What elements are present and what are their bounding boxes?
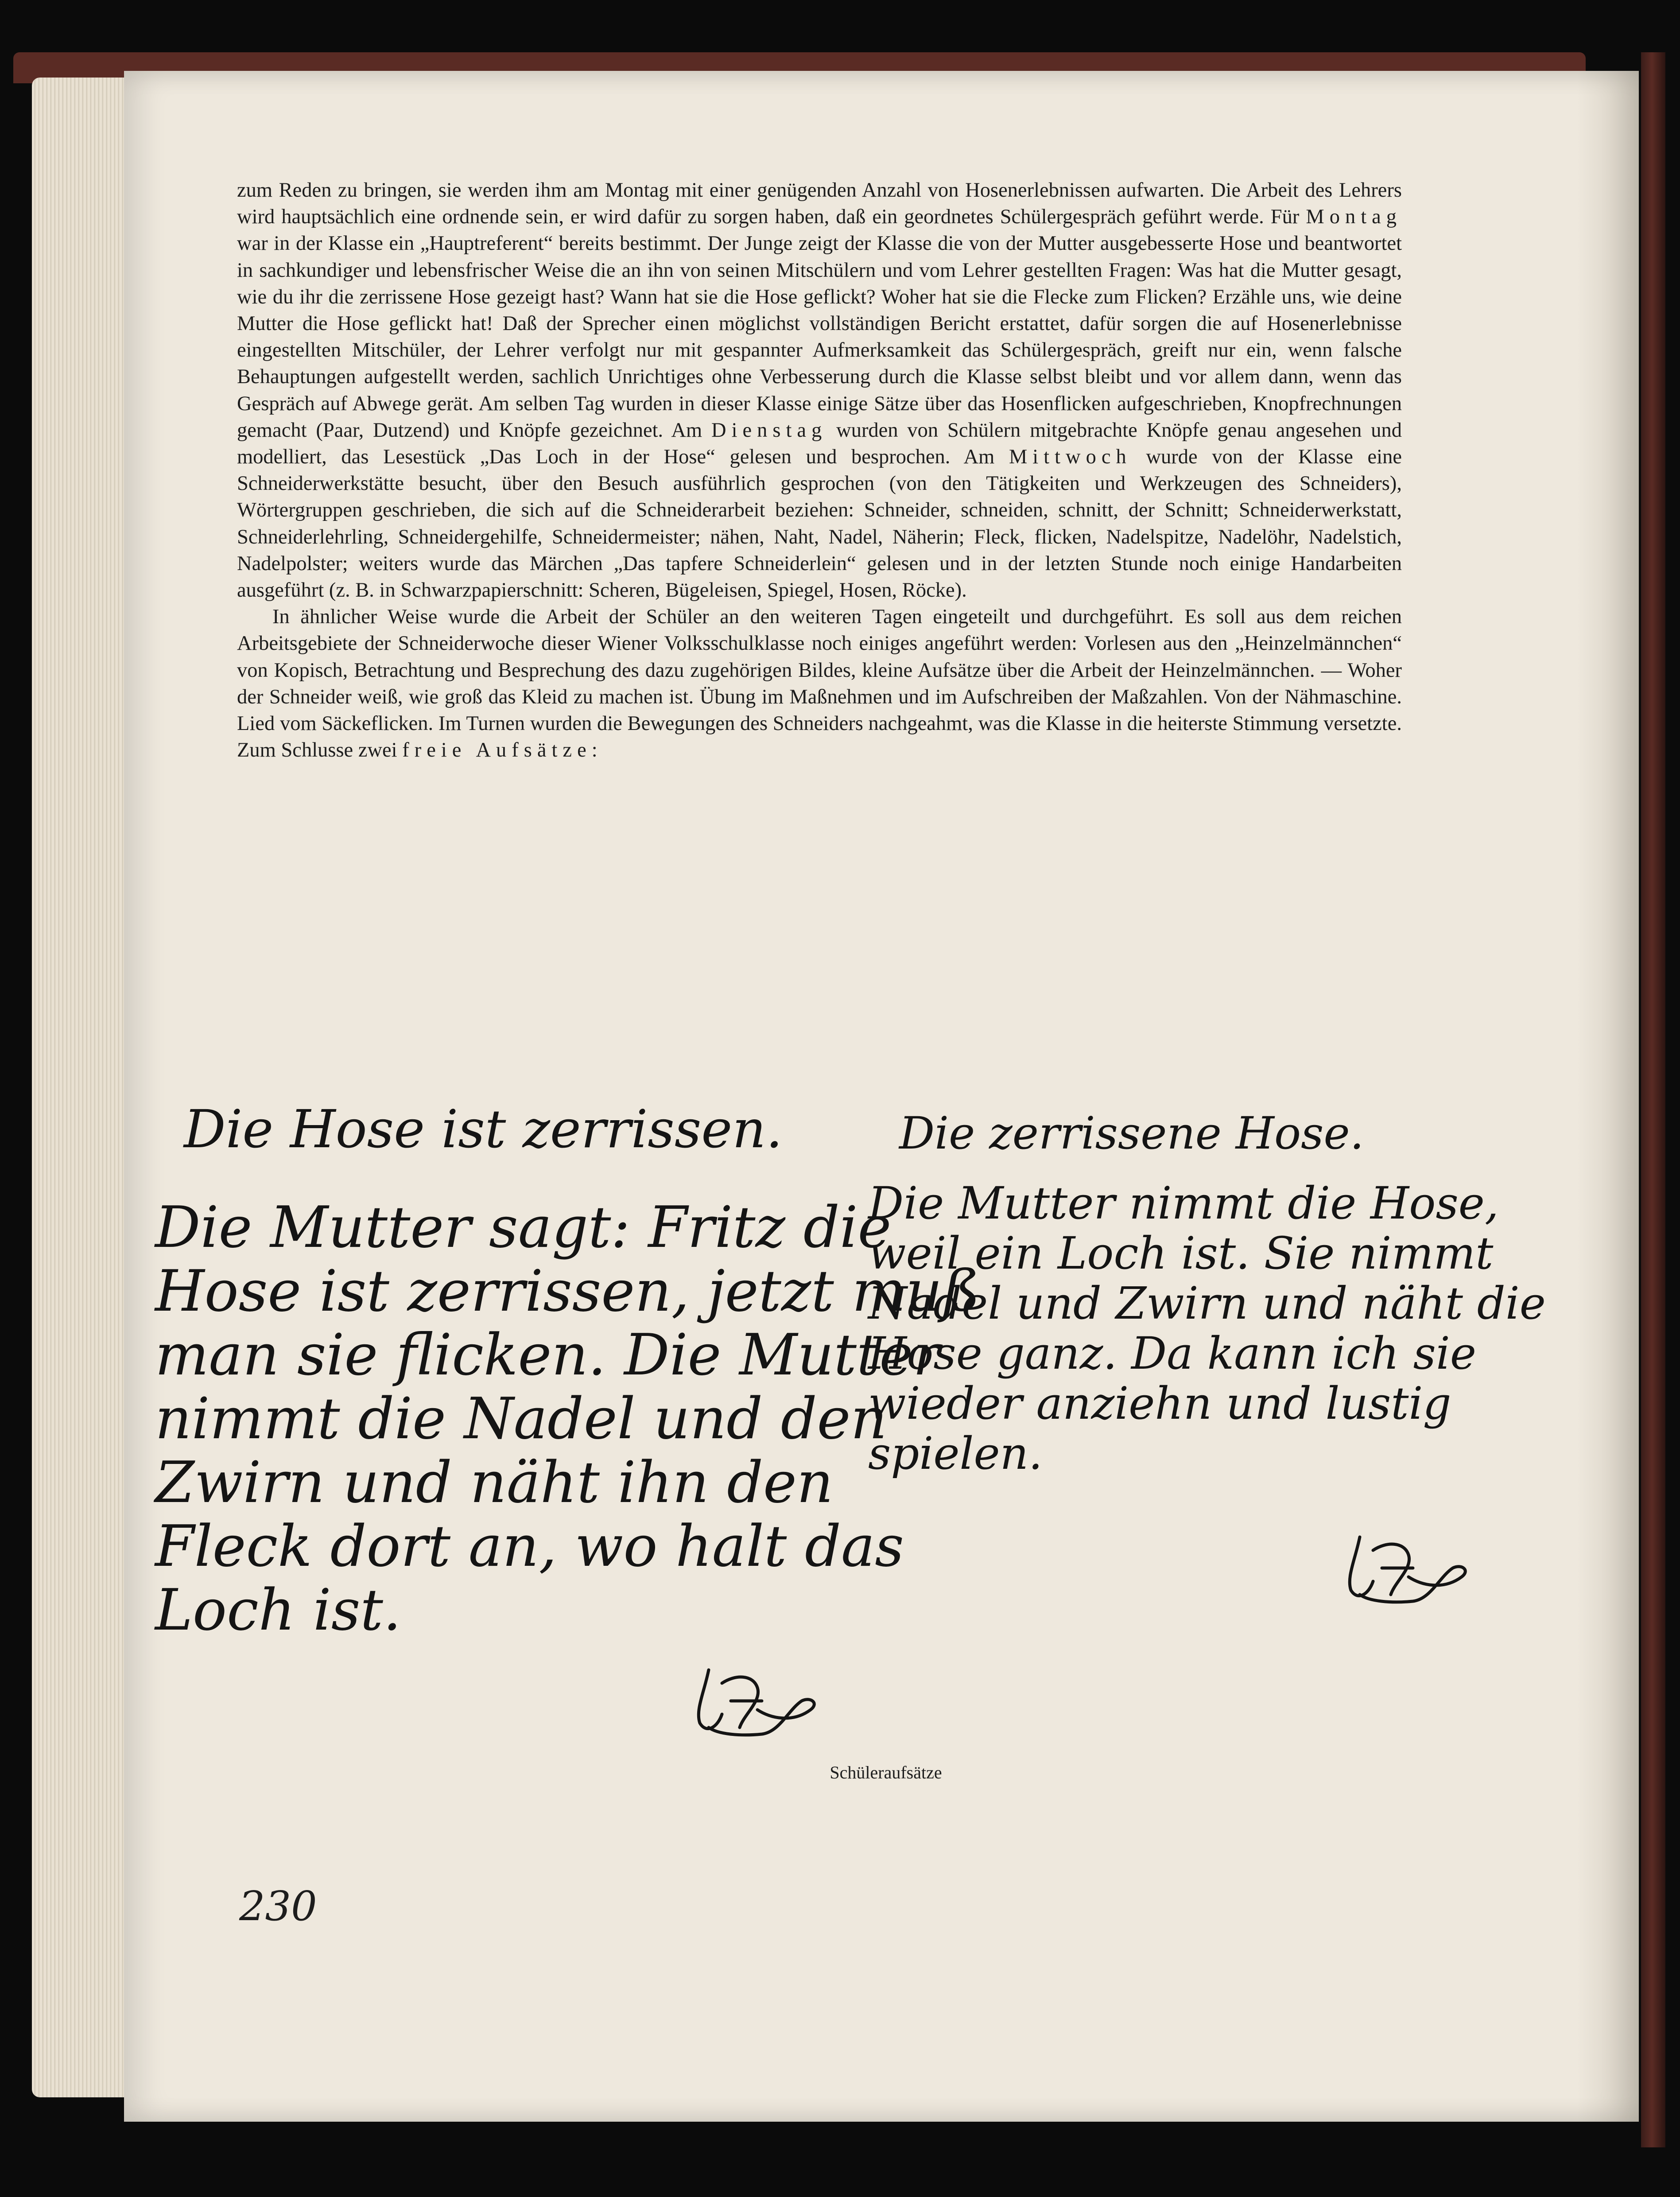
body-paragraph — [237, 604, 1402, 764]
handwritten-line: Hose ist zerrissen, jetzt muß — [155, 1258, 980, 1324]
handwritten-line: nimmt die Nadel und den — [155, 1386, 887, 1452]
handwritten-line: wieder anziehn und lustig — [868, 1378, 1451, 1429]
page-number: 230 — [239, 1883, 317, 1930]
handwritten-line: Loch ist. — [155, 1577, 401, 1643]
page-edges — [32, 78, 138, 2097]
handwritten-line: Hose ganz. Da kann ich sie — [868, 1328, 1477, 1379]
text-segment: war in der Klasse ein „Hauptreferent“ bereits bestimmt. Der Junge zeigt der Klasse die von der Mutter ausgebesserte Hose und beantwortet in sachkundiger und lebensfrischer Weise die an ihn von seinen Mitschülern und vom Lehrer gestellten Fragen: Was hat die Mutter gesagt, wie du ihr die zerrissene Hose gezeigt hast? Wann hat sie die Hose geflickt? Woher hat sie die Flecke zum Flicken? Erzähle uns, wie deine Mutter die Hose geflickt hat! Daß der Sprecher einen möglichst vollständigen Bericht erstattet, dafür sorgen die auf Hosenerlebnisse eingestellten Mitschüler, der Lehrer verfolgt nur mit gespannter Aufmerksamkeit das Schülergespräch, greift nur ein, wenn falsche Behauptungen aufgestellt werden, sachlich Unrichtiges ohne Verbesserung durch die Klasse selbst bleibt und vor allem dann, wenn das Gespräch auf Abwege gerät. Am selben Tag wurden in dieser Klasse einige Sätze über das Hosenflicken aufgeschrieben, Knopfrechnungen gemacht (Paar, Dutzend) und Knöpfe gezeichnet. Am — [237, 232, 1402, 442]
text-segment: wurde von der Klasse eine Schneiderwerkstätte besucht, über den Besuch ausführlich gesprochen (von den Tätigkeiten und Werkzeugen des Schneiders), Wörtergruppen geschrieben, die sich auf die Schneiderarbeit beziehen: Schneider, schneiden, schnitt, der Schnitt; Schneiderwerkstatt, Schneiderlehrling, Schneidergehilfe, Schneidermeister; nähen, Naht, Nadel, Näherin; Fleck, flicken, Nadelspitze, Nadelöhr, Nadelstich, Nadelpolster; weiters wurde das Märchen „Das tapfere Schneiderlein“ gelesen und in der letzten Stunde noch einige Handarbeiten ausgeführt (z. B. in Schwarzpapierschnitt: Scheren, Bügeleisen, Spiegel, Hosen, Röcke). — [237, 446, 1402, 602]
handwritten-line: Zwirn und näht ihn den — [155, 1450, 834, 1516]
teacher-signature-mark-right — [1342, 1524, 1475, 1612]
body-text — [237, 177, 1402, 764]
figure-caption: Schüleraufsätze — [830, 1762, 942, 1782]
handwritten-line: Die Mutter nimmt die Hose, — [868, 1177, 1499, 1229]
emphasis-spaced: Dienstag — [711, 419, 827, 442]
essay-right-body — [868, 1178, 1661, 1479]
text-segment: : — [591, 739, 598, 762]
book-cover-right — [1641, 52, 1665, 2147]
handwritten-line: weil ein Loch ist. Sie nimmt — [868, 1227, 1494, 1279]
handwritten-line: Fleck dort an, wo halt das — [155, 1514, 904, 1580]
body-paragraph — [237, 177, 1402, 604]
essay-right-title: Die zerrissene Hose. — [899, 1107, 1364, 1159]
text-segment: wurden von Schülern mitgebrachte Knöpfe genau angesehen und modelliert, das Lesestück „Das Loch in der Hose“ gelesen und besprochen. Am — [237, 419, 1402, 469]
teacher-signature-mark — [691, 1657, 824, 1745]
essay-left-title: Die Hose ist zerrissen. — [184, 1098, 783, 1160]
text-segment: In ähnlicher Weise wurde die Arbeit der Schüler an den weiteren Tagen eingeteilt und durchgeführt. Es soll aus dem reichen Arbeitsgebiete der Schneiderwoche dieser Wiener Volksschulklasse noch einiges angeführt werden: Vorlesen aus den „Heinzelmännchen“ von Kopisch, Betrachtung und Besprechung des dazu zugehörigen Bildes, kleine Aufsätze über die Arbeit der Heinzelmännchen. — Woher der Schneider weiß, wie groß das Kleid zu machen ist. Übung im Maßnehmen und im Aufschreiben der Maßzahlen. Von der Nähmaschine. Lied vom Säckeflicken. Im Turnen wurden die Bewegungen des Schneiders nachgeahmt, was die Klasse in die heiterste Stimmung versetzte. Zum Schlusse zwei — [237, 606, 1402, 762]
handwritten-line: man sie flicken. Die Mutter — [155, 1322, 940, 1388]
handwritten-line: Nadel und Zwirn und näht die — [868, 1277, 1546, 1329]
text-segment: zum Reden zu bringen, sie werden ihm am Montag mit einer genügenden Anzahl von Hosenerlebnissen aufwarten. Die Arbeit des Lehrers wird hauptsächlich eine ordnende sein, er wird dafür zu sorgen haben, daß ein geordnetes Schülergespräch geführt werde. Für — [237, 179, 1402, 229]
emphasis-spaced: Mittwoch — [1009, 446, 1132, 469]
emphasis-spaced: freie Aufsätze — [402, 739, 592, 762]
handwritten-line: Die Mutter sagt: Fritz die — [155, 1195, 892, 1261]
gutter-shade — [1577, 71, 1639, 2122]
emphasis-spaced: Montag — [1306, 206, 1402, 229]
handwritten-line: spielen. — [868, 1428, 1043, 1479]
